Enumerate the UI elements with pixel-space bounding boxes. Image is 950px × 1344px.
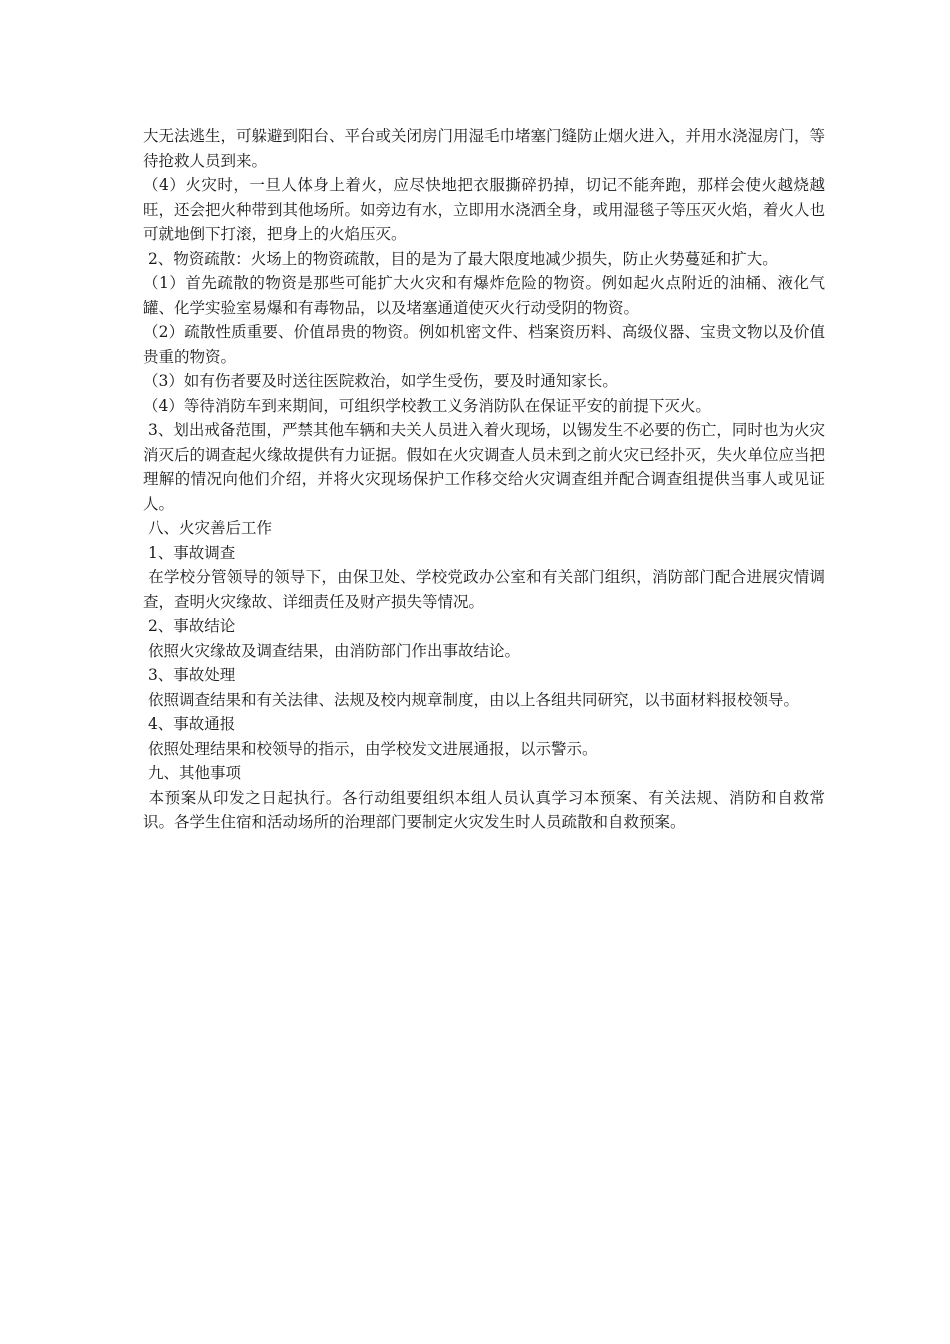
paragraph: 2、物资疏散：火场上的物资疏散，目的是为了最大限度地减少损失，防止火势蔓延和扩大。	[143, 249, 778, 268]
paragraph: 依照处理结果和校领导的指示，由学校发文进展通报，以示警示。	[143, 739, 598, 758]
paragraph: 本预案从印发之日起执行。各行动组要组织本组人员认真学习本预案、有关法规、消防和自救常识。各学生住宿和活动场所的治理部门要制定火灾发生时人员疏散和自救预案。	[143, 788, 825, 831]
subsection-heading: 1、事故调查	[143, 543, 236, 562]
section-heading: 八、火灾善后工作	[143, 519, 272, 537]
paragraph: （4）等待消防车到来期间，可组织学校教工义务消防队在保证平安的前提下灭火。	[143, 396, 711, 415]
subsection-heading: 4、事故通报	[143, 715, 236, 733]
paragraph: （4）火灾时，一旦人体身上着火，应尽快地把衣服撕碎扔掉，切记不能奔跑，那样会使火越烧越旺，还会把火种带到其他场所。如旁边有水，立即用水浇洒全身，或用湿毯子等压灭火焰，着火人也可就地倒下打滚，把身上的火焰压灭。	[143, 176, 826, 243]
paragraph: 依照调查结果和有关法律、法规及校内规章制度，由以上各组共同研究，以书面材料报校领导。	[143, 690, 799, 709]
paragraph: （3）如有伤者要及时送往医院救治，如学生受伤，要及时通知家长。	[143, 372, 618, 390]
paragraph: （1）首先疏散的物资是那些可能扩大火灾和有爆炸危险的物资。例如起火点附近的油桶、液化气罐、化学实验室易爆和有毒物品，以及堵塞通道使灭火行动受阴的物资。	[143, 274, 825, 317]
paragraph: 大无法逃生，可躲避到阳台、平台或关闭房门用湿毛巾堵塞门缝防止烟火进入，并用水浇湿房门，等待抢救人员到来。	[143, 127, 826, 170]
document-body	[143, 124, 825, 835]
subsection-heading: 3、事故处理	[143, 666, 236, 684]
paragraph: （2）疏散性质重要、价值昂贵的物资。例如机密文件、档案资历料、高级仪器、宝贵文物以及价值贵重的物资。	[143, 323, 825, 366]
subsection-heading: 2、事故结论	[143, 617, 236, 635]
section-heading: 九、其他事项	[143, 764, 241, 782]
paragraph: 依照火灾缘故及调查结果，由消防部门作出事故结论。	[143, 641, 520, 660]
paragraph: 在学校分管领导的领导下，由保卫处、学校党政办公室和有关部门组织，消防部门配合进展灾情调查，查明火灾缘故、详细责任及财产损失等情况。	[143, 568, 825, 611]
paragraph: 3、划出戒备范围，严禁其他车辆和夫关人员进入着火现场，以锡发生不必要的伤亡，同时也为火灾消灭后的调查起火缘故提供有力证据。假如在火灾调查人员未到之前火灾已经扑灭，失火单位应当把理解的情况向他们介绍，并将火灾现场保护工作移交给火灾调查组并配合调查组提供当事人或见证人。	[143, 421, 826, 513]
